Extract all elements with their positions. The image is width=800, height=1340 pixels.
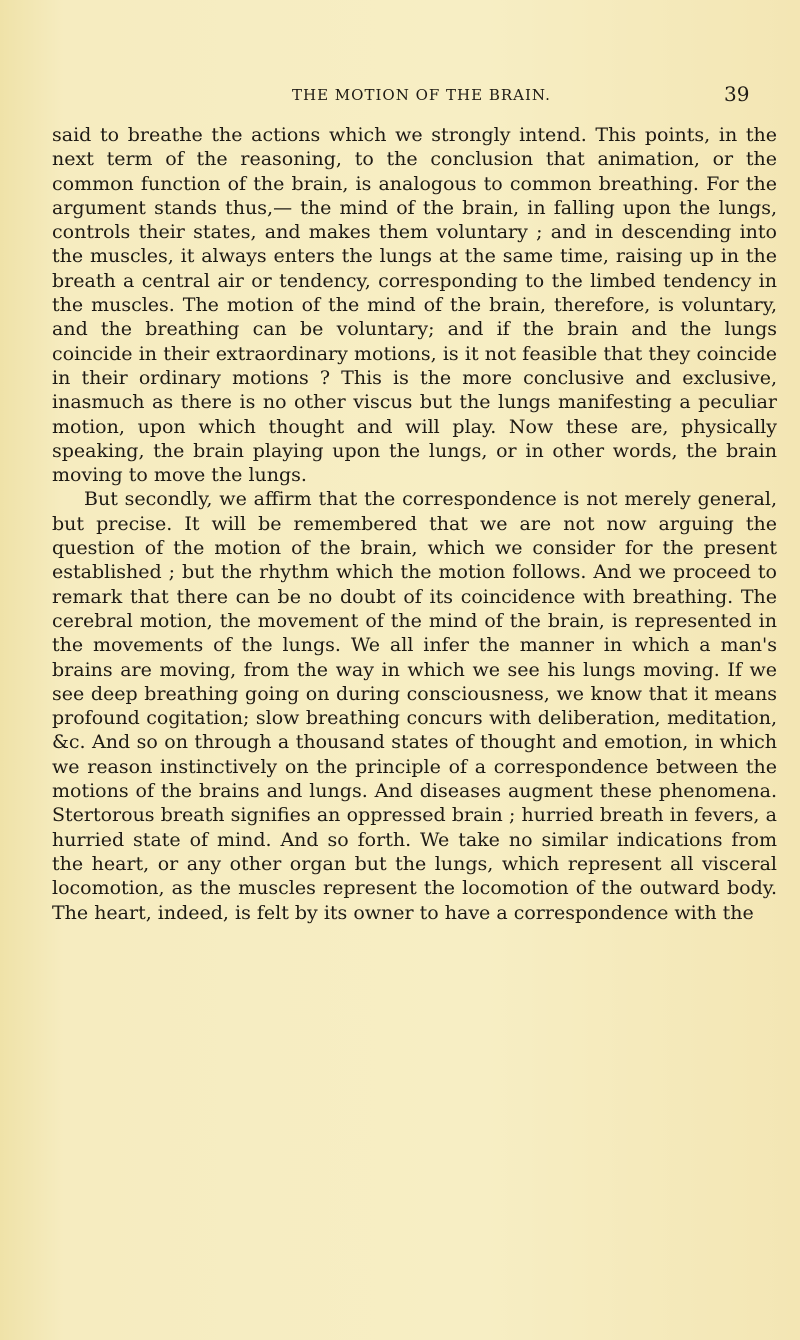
- running-head: [0, 82, 800, 108]
- page-number: 39: [724, 82, 750, 106]
- body-text: [52, 123, 777, 925]
- paragraph-2: But secondly, we affirm that the correspondence is not merely general, but precise. It will be remembered that we are not now arguing the question of the motion of the brain, which we consider for the present established ; but the rhythm which the motion follows. And we proceed to remark that there can be no doubt of its coincidence with breathing. The cerebral motion, the movement of the mind of the brain, is represented in the movements of the lungs. We all infer the manner in which a man's brains are moving, from the way in which we see his lungs moving. If we see deep breathing going on during consciousness, we know that it means profound cogitation; slow breathing concurs with deliberation, meditation, &c. And so on through a thousand states of thought and emotion, in which we reason instinctively on the principle of a correspondence between the motions of the brains and lungs. And diseases augment these phenomena. Stertorous breath signifies an oppressed brain ; hurried breath in fevers, a hurried state of mind. And so forth. We take no similar indications from the heart, or any other organ but the lungs, which represent all visceral locomotion, as the muscles represent the locomotion of the outward body. The heart, indeed, is felt by its owner to have a correspondence with the: [52, 488, 777, 924]
- paragraph-1: said to breathe the actions which we strongly intend. This points, in the next term of the reasoning, to the conclusion that animation, or the common function of the brain, is analogous to common breathing. For the argument stands thus,— the mind of the brain, in falling upon the lungs, controls their states, and makes them voluntary ; and in descending into the muscles, it always enters the lungs at the same time, raising up in the breath a central air or tendency, corresponding to the limbed tendency in the muscles. The motion of the mind of the brain, therefore, is voluntary, and the breathing can be voluntary; and if the brain and the lungs coincide in their extraordinary motions, is it not feasible that they coincide in their ordinary motions ? This is the more conclusive and exclusive, inasmuch as there is no other viscus but the lungs manifesting a peculiar motion, upon which thought and will play. Now these are, physically speaking, the brain playing upon the lungs, or in other words, the brain moving to move the lungs.: [52, 124, 777, 487]
- running-title: THE MOTION OF THE BRAIN.: [292, 86, 551, 104]
